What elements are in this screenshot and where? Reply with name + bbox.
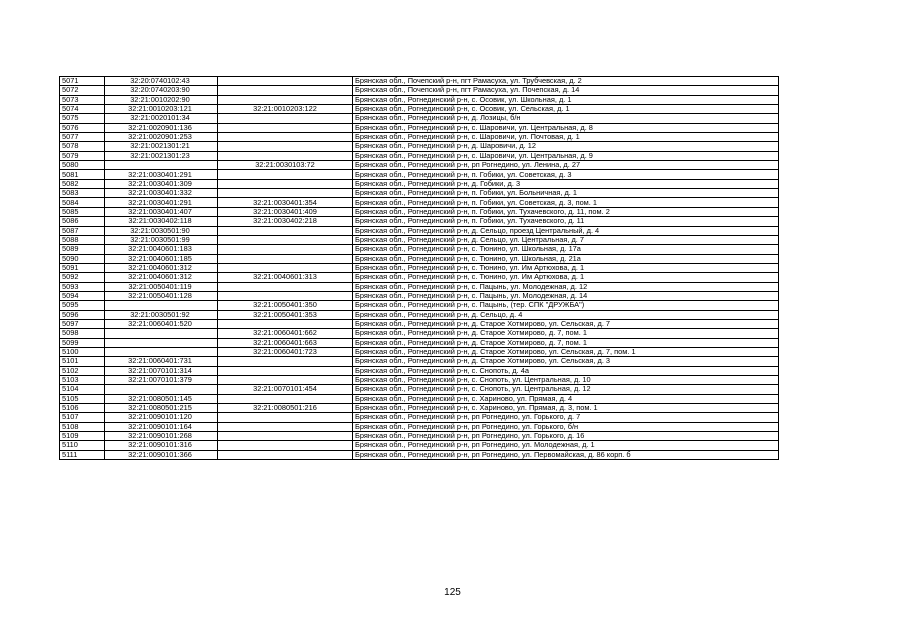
cadastral-number-cell: [105, 161, 218, 170]
row-number-cell: 5076: [60, 123, 105, 132]
property-table: [59, 76, 779, 460]
table-row: [60, 385, 779, 394]
related-cadastral-number-cell: [218, 413, 353, 422]
related-cadastral-number-cell: [218, 441, 353, 450]
row-number-cell: 5086: [60, 217, 105, 226]
address-cell: Брянская обл., Рогнединский р-н, с. Шаровичи, ул. Почтовая, д. 1: [353, 133, 779, 142]
row-number-cell: 5101: [60, 357, 105, 366]
cadastral-number-cell: 32:21:0090101:316: [105, 441, 218, 450]
related-cadastral-number-cell: 32:21:0030401:409: [218, 207, 353, 216]
related-cadastral-number-cell: 32:21:0070101:454: [218, 385, 353, 394]
address-cell: Брянская обл., Рогнединский р-н, с. Снопоть, ул. Центральная, д. 12: [353, 385, 779, 394]
table-row: [60, 151, 779, 160]
row-number-cell: 5109: [60, 432, 105, 441]
row-number-cell: 5084: [60, 198, 105, 207]
row-number-cell: 5093: [60, 282, 105, 291]
table-row: [60, 450, 779, 459]
related-cadastral-number-cell: [218, 179, 353, 188]
address-cell: Брянская обл., Рогнединский р-н, п. Гобики, ул. Тухачевского, д. 11, пом. 2: [353, 207, 779, 216]
cadastral-number-cell: 32:21:0010203:121: [105, 105, 218, 114]
related-cadastral-number-cell: [218, 77, 353, 86]
address-cell: Брянская обл., Рогнединский р-н, д. Старое Хотмирово, ул. Сельская, д. 3: [353, 357, 779, 366]
cadastral-number-cell: [105, 385, 218, 394]
cadastral-number-cell: 32:21:0010202:90: [105, 95, 218, 104]
related-cadastral-number-cell: [218, 254, 353, 263]
table-row: [60, 404, 779, 413]
address-cell: Брянская обл., Рогнединский р-н, с. Пацынь, ул. Молодежная, д. 12: [353, 282, 779, 291]
table-row: [60, 235, 779, 244]
table-row: [60, 273, 779, 282]
related-cadastral-number-cell: [218, 432, 353, 441]
row-number-cell: 5099: [60, 338, 105, 347]
cadastral-number-cell: 32:21:0080501:215: [105, 404, 218, 413]
row-number-cell: 5111: [60, 450, 105, 459]
table-row: [60, 291, 779, 300]
table-row: [60, 114, 779, 123]
address-cell: Брянская обл., Рогнединский р-н, с. Тюнино, ул. Школьная, д. 21а: [353, 254, 779, 263]
row-number-cell: 5082: [60, 179, 105, 188]
related-cadastral-number-cell: [218, 133, 353, 142]
address-cell: Брянская обл., Рогнединский р-н, с. Хариново, ул. Прямая, д. 3, пом. 1: [353, 404, 779, 413]
related-cadastral-number-cell: [218, 291, 353, 300]
address-cell: Брянская обл., Рогнединский р-н, с. Осовик, ул. Сельская, д. 1: [353, 105, 779, 114]
address-cell: Брянская обл., Рогнединский р-н, рп Рогнедино, ул. Горького, б/н: [353, 422, 779, 431]
address-cell: Брянская обл., Рогнединский р-н, д. Шаровичи, д. 12: [353, 142, 779, 151]
table-row: [60, 432, 779, 441]
row-number-cell: 5089: [60, 245, 105, 254]
row-number-cell: 5105: [60, 394, 105, 403]
address-cell: Брянская обл., Рогнединский р-н, с. Пацынь, (тер. СПК "ДРУЖБА"): [353, 301, 779, 310]
table-row: [60, 376, 779, 385]
row-number-cell: 5090: [60, 254, 105, 263]
cadastral-number-cell: [105, 301, 218, 310]
cadastral-number-cell: 32:21:0030401:291: [105, 170, 218, 179]
related-cadastral-number-cell: 32:21:0030402:218: [218, 217, 353, 226]
address-cell: Брянская обл., Рогнединский р-н, п. Гобики, ул. Больничная, д. 1: [353, 189, 779, 198]
related-cadastral-number-cell: [218, 189, 353, 198]
cadastral-number-cell: 32:21:0030402:118: [105, 217, 218, 226]
cadastral-number-cell: 32:21:0020901:253: [105, 133, 218, 142]
page-number: 125: [444, 587, 461, 598]
row-number-cell: 5081: [60, 170, 105, 179]
table-row: [60, 86, 779, 95]
table-row: [60, 263, 779, 272]
related-cadastral-number-cell: [218, 357, 353, 366]
related-cadastral-number-cell: 32:21:0040601:313: [218, 273, 353, 282]
table-row: [60, 338, 779, 347]
related-cadastral-number-cell: 32:21:0030103:72: [218, 161, 353, 170]
related-cadastral-number-cell: [218, 245, 353, 254]
related-cadastral-number-cell: 32:21:0050401:350: [218, 301, 353, 310]
related-cadastral-number-cell: [218, 422, 353, 431]
related-cadastral-number-cell: 32:21:0080501:216: [218, 404, 353, 413]
address-cell: Брянская обл., Рогнединский р-н, с. Осовик, ул. Школьная, д. 1: [353, 95, 779, 104]
address-cell: Брянская обл., Рогнединский р-н, с. Тюнино, ул. Им Артюхова, д. 1: [353, 263, 779, 272]
row-number-cell: 5107: [60, 413, 105, 422]
address-cell: Брянская обл., Рогнединский р-н, с. Тюнино, ул. Им Артюхова, д. 1: [353, 273, 779, 282]
address-cell: Брянская обл., Рогнединский р-н, рп Рогнедино, ул. Первомайская, д. 86 корп. б: [353, 450, 779, 459]
cadastral-number-cell: 32:21:0090101:164: [105, 422, 218, 431]
cadastral-number-cell: 32:21:0030401:291: [105, 198, 218, 207]
table-row: [60, 217, 779, 226]
address-cell: Брянская обл., Рогнединский р-н, с. Шаровичи, ул. Центральная, д. 8: [353, 123, 779, 132]
cadastral-number-cell: 32:21:0030501:92: [105, 310, 218, 319]
address-cell: Брянская обл., Рогнединский р-н, д. Старое Хотмирово, ул. Сельская, д. 7: [353, 319, 779, 328]
row-number-cell: 5073: [60, 95, 105, 104]
related-cadastral-number-cell: [218, 366, 353, 375]
related-cadastral-number-cell: 32:21:0010203:122: [218, 105, 353, 114]
row-number-cell: 5072: [60, 86, 105, 95]
related-cadastral-number-cell: [218, 114, 353, 123]
row-number-cell: 5102: [60, 366, 105, 375]
cadastral-number-cell: [105, 347, 218, 356]
table-row: [60, 329, 779, 338]
address-cell: Брянская обл., Рогнединский р-н, рп Рогнедино, ул. Молодежная, д. 1: [353, 441, 779, 450]
table-row: [60, 123, 779, 132]
address-cell: Брянская обл., Рогнединский р-н, с. Хариново, ул. Прямая, д. 4: [353, 394, 779, 403]
table-row: [60, 422, 779, 431]
address-cell: Брянская обл., Рогнединский р-н, п. Гобики, ул. Тухачевского, д. 11: [353, 217, 779, 226]
cadastral-number-cell: 32:21:0020101:34: [105, 114, 218, 123]
related-cadastral-number-cell: [218, 226, 353, 235]
address-cell: Брянская обл., Рогнединский р-н, с. Тюнино, ул. Школьная, д. 17а: [353, 245, 779, 254]
table-row: [60, 179, 779, 188]
related-cadastral-number-cell: [218, 235, 353, 244]
cadastral-number-cell: 32:21:0060401:520: [105, 319, 218, 328]
table-row: [60, 347, 779, 356]
address-cell: Брянская обл., Рогнединский р-н, д. Гобики, д. 3: [353, 179, 779, 188]
table-row: [60, 366, 779, 375]
cadastral-number-cell: 32:21:0021301:21: [105, 142, 218, 151]
row-number-cell: 5077: [60, 133, 105, 142]
cadastral-number-cell: [105, 338, 218, 347]
table-row: [60, 310, 779, 319]
cadastral-number-cell: 32:21:0060401:731: [105, 357, 218, 366]
row-number-cell: 5100: [60, 347, 105, 356]
cadastral-number-cell: 32:21:0030501:90: [105, 226, 218, 235]
table-row: [60, 301, 779, 310]
cadastral-number-cell: 32:21:0021301:23: [105, 151, 218, 160]
table-row: [60, 105, 779, 114]
table-row: [60, 282, 779, 291]
table-row: [60, 226, 779, 235]
row-number-cell: 5085: [60, 207, 105, 216]
table-row: [60, 77, 779, 86]
related-cadastral-number-cell: 32:21:0060401:662: [218, 329, 353, 338]
table-row: [60, 245, 779, 254]
row-number-cell: 5078: [60, 142, 105, 151]
address-cell: Брянская обл., Почепский р-н, пгт Рамасуха, ул. Трубчевская, д. 2: [353, 77, 779, 86]
row-number-cell: 5108: [60, 422, 105, 431]
table-row: [60, 161, 779, 170]
related-cadastral-number-cell: 32:21:0050401:353: [218, 310, 353, 319]
row-number-cell: 5106: [60, 404, 105, 413]
row-number-cell: 5097: [60, 319, 105, 328]
table-row: [60, 413, 779, 422]
related-cadastral-number-cell: [218, 394, 353, 403]
cadastral-number-cell: 32:21:0040601:312: [105, 263, 218, 272]
row-number-cell: 5087: [60, 226, 105, 235]
address-cell: Брянская обл., Рогнединский р-н, д. Старое Хотмирово, д. 7, пом. 1: [353, 338, 779, 347]
cadastral-number-cell: [105, 329, 218, 338]
address-cell: Брянская обл., Рогнединский р-н, с. Пацынь, ул. Молодежная, д. 14: [353, 291, 779, 300]
table-row: [60, 357, 779, 366]
cadastral-number-cell: 32:20:0740102:43: [105, 77, 218, 86]
address-cell: Брянская обл., Рогнединский р-н, д. Сельцо, д. 4: [353, 310, 779, 319]
address-cell: Брянская обл., Рогнединский р-н, п. Гобики, ул. Советская, д. 3, пом. 1: [353, 198, 779, 207]
row-number-cell: 5083: [60, 189, 105, 198]
table-row: [60, 394, 779, 403]
row-number-cell: 5080: [60, 161, 105, 170]
cadastral-number-cell: 32:21:0070101:314: [105, 366, 218, 375]
related-cadastral-number-cell: [218, 376, 353, 385]
table-row: [60, 170, 779, 179]
related-cadastral-number-cell: 32:21:0030401:354: [218, 198, 353, 207]
related-cadastral-number-cell: [218, 263, 353, 272]
address-cell: Брянская обл., Рогнединский р-н, д. Старое Хотмирово, д. 7, пом. 1: [353, 329, 779, 338]
cadastral-number-cell: 32:21:0030401:407: [105, 207, 218, 216]
cadastral-number-cell: 32:21:0090101:268: [105, 432, 218, 441]
address-cell: Брянская обл., Рогнединский р-н, п. Гобики, ул. Советская, д. 3: [353, 170, 779, 179]
table-row: [60, 207, 779, 216]
related-cadastral-number-cell: [218, 86, 353, 95]
row-number-cell: 5094: [60, 291, 105, 300]
address-cell: Брянская обл., Рогнединский р-н, с. Шаровичи, ул. Центральная, д. 9: [353, 151, 779, 160]
row-number-cell: 5095: [60, 301, 105, 310]
table-row: [60, 441, 779, 450]
table-row: [60, 319, 779, 328]
row-number-cell: 5104: [60, 385, 105, 394]
cadastral-number-cell: 32:21:0050401:128: [105, 291, 218, 300]
cadastral-number-cell: 32:21:0080501:145: [105, 394, 218, 403]
related-cadastral-number-cell: [218, 282, 353, 291]
table-row: [60, 198, 779, 207]
cadastral-number-cell: 32:21:0090101:120: [105, 413, 218, 422]
table-row: [60, 254, 779, 263]
related-cadastral-number-cell: [218, 450, 353, 459]
address-cell: Брянская обл., Рогнединский р-н, рп Рогнедино, ул. Горького, д. 7: [353, 413, 779, 422]
cadastral-number-cell: 32:21:0030401:309: [105, 179, 218, 188]
row-number-cell: 5092: [60, 273, 105, 282]
row-number-cell: 5096: [60, 310, 105, 319]
address-cell: Брянская обл., Рогнединский р-н, с. Снопоть, ул. Центральная, д. 10: [353, 376, 779, 385]
related-cadastral-number-cell: [218, 151, 353, 160]
cadastral-number-cell: 32:21:0050401:119: [105, 282, 218, 291]
row-number-cell: 5110: [60, 441, 105, 450]
row-number-cell: 5091: [60, 263, 105, 272]
cadastral-number-cell: 32:21:0070101:379: [105, 376, 218, 385]
row-number-cell: 5075: [60, 114, 105, 123]
related-cadastral-number-cell: [218, 95, 353, 104]
cadastral-number-cell: 32:21:0040601:183: [105, 245, 218, 254]
table-row: [60, 133, 779, 142]
address-cell: Брянская обл., Рогнединский р-н, д. Старое Хотмирово, ул. Сельская, д. 7, пом. 1: [353, 347, 779, 356]
table-row: [60, 95, 779, 104]
address-cell: Брянская обл., Рогнединский р-н, д. Сельцо, ул. Центральная, д. 7: [353, 235, 779, 244]
related-cadastral-number-cell: [218, 319, 353, 328]
row-number-cell: 5074: [60, 105, 105, 114]
table-row: [60, 189, 779, 198]
related-cadastral-number-cell: 32:21:0060401:663: [218, 338, 353, 347]
address-cell: Брянская обл., Рогнединский р-н, рп Рогнедино, ул. Горького, д. 16: [353, 432, 779, 441]
address-cell: Брянская обл., Почепский р-н, пгт Рамасуха, ул. Почепская, д. 14: [353, 86, 779, 95]
related-cadastral-number-cell: 32:21:0060401:723: [218, 347, 353, 356]
row-number-cell: 5079: [60, 151, 105, 160]
table-body: [60, 77, 779, 460]
address-cell: Брянская обл., Рогнединский р-н, рп Рогнедино, ул. Ленина, д. 27: [353, 161, 779, 170]
related-cadastral-number-cell: [218, 170, 353, 179]
cadastral-number-cell: 32:21:0090101:366: [105, 450, 218, 459]
row-number-cell: 5088: [60, 235, 105, 244]
cadastral-number-cell: 32:21:0030401:332: [105, 189, 218, 198]
related-cadastral-number-cell: [218, 142, 353, 151]
row-number-cell: 5071: [60, 77, 105, 86]
cadastral-number-cell: 32:20:0740203:90: [105, 86, 218, 95]
cadastral-number-cell: 32:21:0040601:185: [105, 254, 218, 263]
cadastral-number-cell: 32:21:0040601:312: [105, 273, 218, 282]
address-cell: Брянская обл., Рогнединский р-н, с. Снопоть, д. 4а: [353, 366, 779, 375]
related-cadastral-number-cell: [218, 123, 353, 132]
row-number-cell: 5098: [60, 329, 105, 338]
row-number-cell: 5103: [60, 376, 105, 385]
table-row: [60, 142, 779, 151]
cadastral-number-cell: 32:21:0020901:136: [105, 123, 218, 132]
address-cell: Брянская обл., Рогнединский р-н, д. Лозицы, б/н: [353, 114, 779, 123]
cadastral-number-cell: 32:21:0030501:99: [105, 235, 218, 244]
address-cell: Брянская обл., Рогнединский р-н, д. Сельцо, проезд Центральный, д. 4: [353, 226, 779, 235]
